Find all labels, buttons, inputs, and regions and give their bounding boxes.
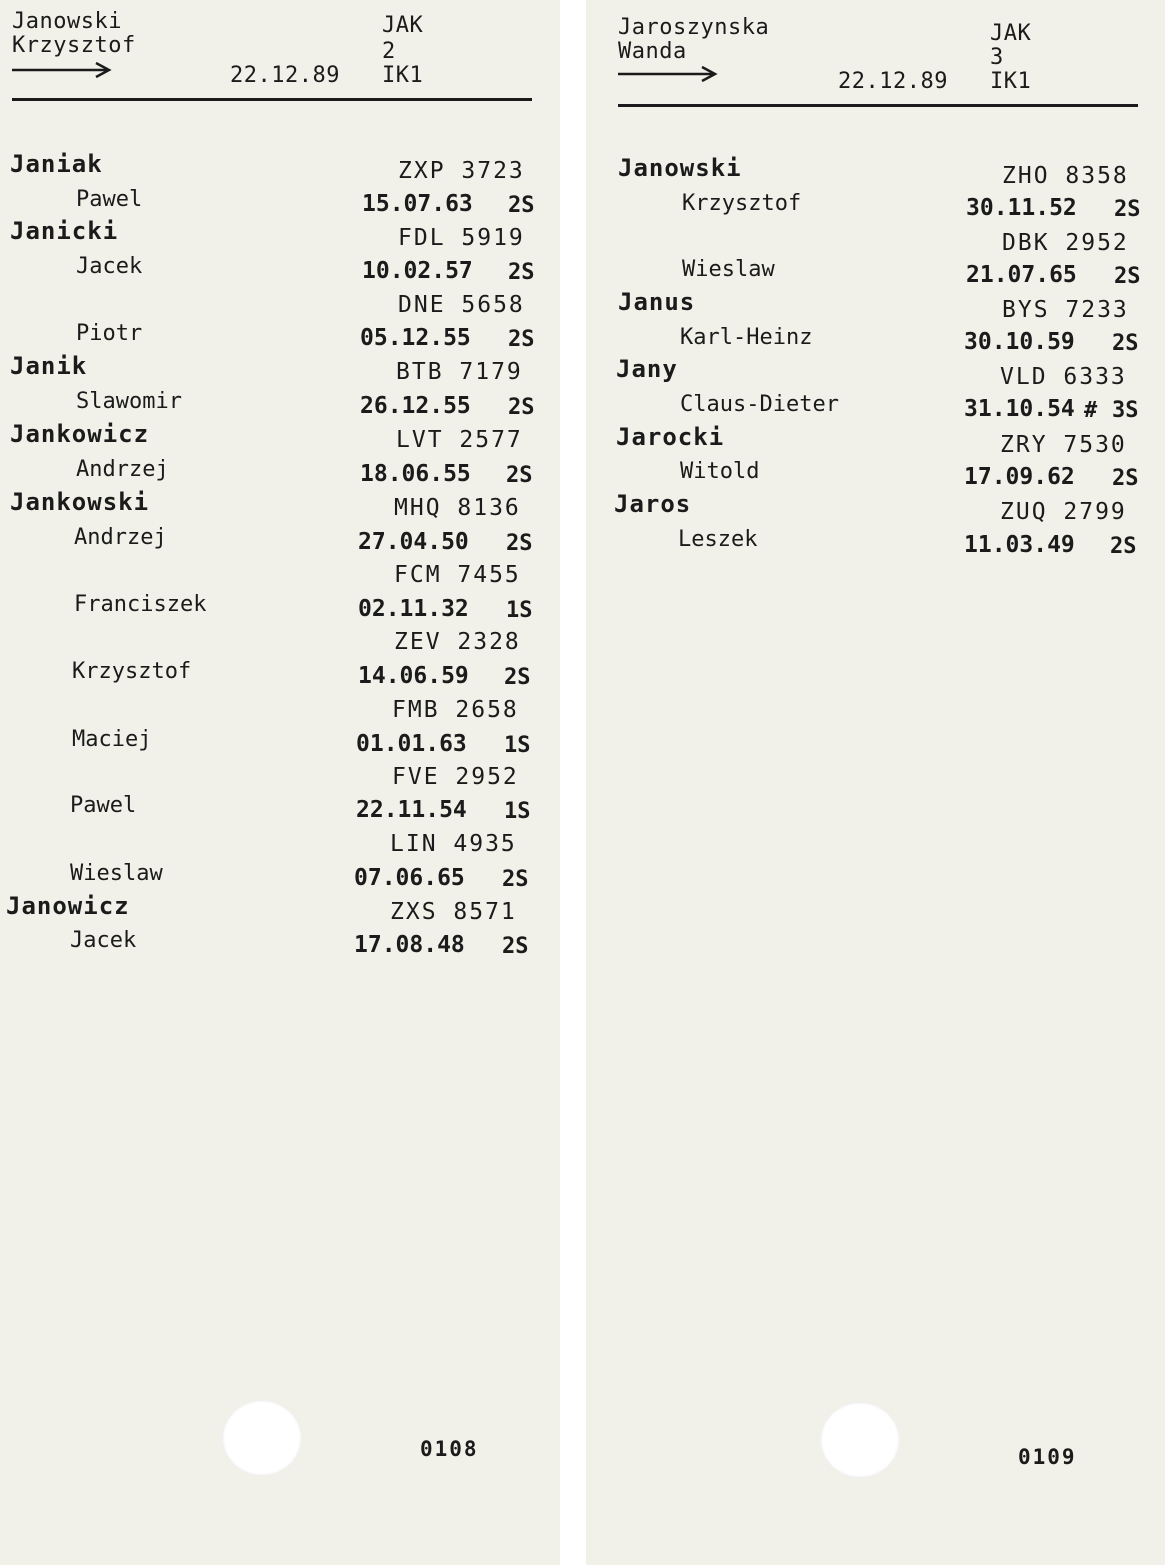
given-name: Krzysztof (72, 659, 192, 684)
birth-date: 30.10.59 (964, 329, 1075, 355)
right-card (586, 0, 1165, 1565)
given-name: Andrzej (76, 457, 169, 482)
surname: Janiak (10, 150, 103, 178)
record-code: FDL 5919 (398, 225, 525, 251)
record-code: ZXS 8571 (390, 899, 517, 925)
punch-hole (820, 1402, 900, 1478)
record-code: BYS 7233 (1002, 297, 1129, 323)
right-header-code: JAK (990, 21, 1032, 46)
record-code: FMB 2658 (392, 697, 519, 723)
given-name: Krzysztof (682, 191, 802, 216)
surname: Jaros (614, 490, 692, 518)
birth-date: 02.11.32 (358, 596, 469, 622)
surname: Jany (616, 355, 678, 383)
birth-date: 22.11.54 (356, 797, 467, 823)
given-name: Jacek (76, 254, 143, 279)
left-header-rule (12, 98, 532, 101)
class-code: 3S (1112, 398, 1139, 423)
surname: Janowski (618, 154, 742, 182)
hash-mark: # (1084, 398, 1098, 423)
record-code: BTB 7179 (396, 359, 523, 385)
class-code: 2S (504, 665, 531, 690)
record-code: VLD 6333 (1000, 364, 1127, 390)
class-code: 2S (506, 531, 533, 556)
class-code: 2S (1110, 534, 1137, 559)
record-code: ZUQ 2799 (1000, 499, 1127, 525)
class-code: 2S (1112, 466, 1139, 491)
birth-date: 18.06.55 (360, 461, 471, 487)
class-code: 2S (508, 260, 535, 285)
given-name: Wieslaw (70, 861, 163, 886)
birth-date: 17.08.48 (354, 932, 465, 958)
right-header-number: 3 (990, 45, 1004, 70)
surname: Jankowski (10, 488, 150, 516)
right-header-surname: Jaroszynska (618, 15, 770, 40)
birth-date: 31.10.54 (964, 396, 1075, 422)
surname: Janus (618, 288, 696, 316)
birth-date: 27.04.50 (358, 529, 469, 555)
surname: Janowicz (6, 892, 130, 920)
left-header-arrow-icon (12, 60, 112, 80)
left-header-surname: Janowski (12, 9, 122, 34)
class-code: 2S (508, 193, 535, 218)
class-code: 1S (506, 598, 533, 623)
class-code: 1S (504, 733, 531, 758)
record-code: MHQ 8136 (394, 495, 521, 521)
class-code: 2S (502, 934, 529, 959)
record-code: LIN 4935 (390, 831, 517, 857)
given-name: Pawel (70, 793, 137, 818)
birth-date: 21.07.65 (966, 262, 1077, 288)
surname: Janicki (10, 217, 119, 245)
record-code: ZXP 3723 (398, 158, 525, 184)
left-header-number: 2 (382, 39, 396, 64)
given-name: Pawel (76, 187, 143, 212)
class-code: 1S (504, 799, 531, 824)
right-header-rule (618, 104, 1138, 107)
birth-date: 30.11.52 (966, 195, 1077, 221)
class-code: 2S (1114, 197, 1141, 222)
class-code: 2S (508, 395, 535, 420)
given-name: Leszek (678, 527, 758, 552)
birth-date: 05.12.55 (360, 325, 471, 351)
birth-date: 10.02.57 (362, 258, 473, 284)
record-code: DBK 2952 (1002, 230, 1129, 256)
birth-date: 07.06.65 (354, 865, 465, 891)
left-header-date: 22.12.89 (230, 63, 340, 88)
birth-date: 14.06.59 (358, 663, 469, 689)
surname: Janik (10, 352, 88, 380)
birth-date: 17.09.62 (964, 464, 1075, 490)
class-code: 2S (508, 327, 535, 352)
given-name: Witold (680, 459, 760, 484)
surname: Jarocki (616, 423, 725, 451)
record-code: DNE 5658 (398, 292, 525, 318)
record-code: FVE 2952 (392, 764, 519, 790)
given-name: Slawomir (76, 389, 182, 414)
given-name: Franciszek (74, 592, 207, 617)
right-header-arrow-icon (618, 64, 718, 84)
record-code: FCM 7455 (394, 562, 521, 588)
class-code: 2S (1114, 264, 1141, 289)
right-header-given-name: Wanda (618, 39, 687, 64)
record-code: ZRY 7530 (1000, 432, 1127, 458)
birth-date: 01.01.63 (356, 731, 467, 757)
birth-date: 26.12.55 (360, 393, 471, 419)
class-code: 2S (506, 463, 533, 488)
card-gap (560, 0, 586, 1565)
given-name: Piotr (76, 321, 143, 346)
given-name: Andrzej (74, 525, 167, 550)
record-code: ZEV 2328 (394, 629, 521, 655)
left-header-code: JAK (382, 13, 424, 38)
right-header-ref: IK1 (990, 69, 1032, 94)
right-card-number: 0109 (1018, 1445, 1077, 1469)
class-code: 2S (1112, 331, 1139, 356)
given-name: Jacek (70, 928, 137, 953)
birth-date: 15.07.63 (362, 191, 473, 217)
right-header-date: 22.12.89 (838, 69, 948, 94)
given-name: Claus-Dieter (680, 392, 839, 417)
left-card (0, 0, 560, 1565)
left-header-given-name: Krzysztof (12, 33, 136, 58)
record-code: ZHO 8358 (1002, 163, 1129, 189)
left-header-ref: IK1 (382, 63, 424, 88)
left-card-number: 0108 (420, 1437, 479, 1461)
surname: Jankowicz (10, 420, 150, 448)
given-name: Karl-Heinz (680, 325, 813, 350)
record-code: LVT 2577 (396, 427, 523, 453)
class-code: 2S (502, 867, 529, 892)
punch-hole (222, 1400, 302, 1476)
birth-date: 11.03.49 (964, 532, 1075, 558)
given-name: Maciej (72, 727, 152, 752)
given-name: Wieslaw (682, 257, 775, 282)
